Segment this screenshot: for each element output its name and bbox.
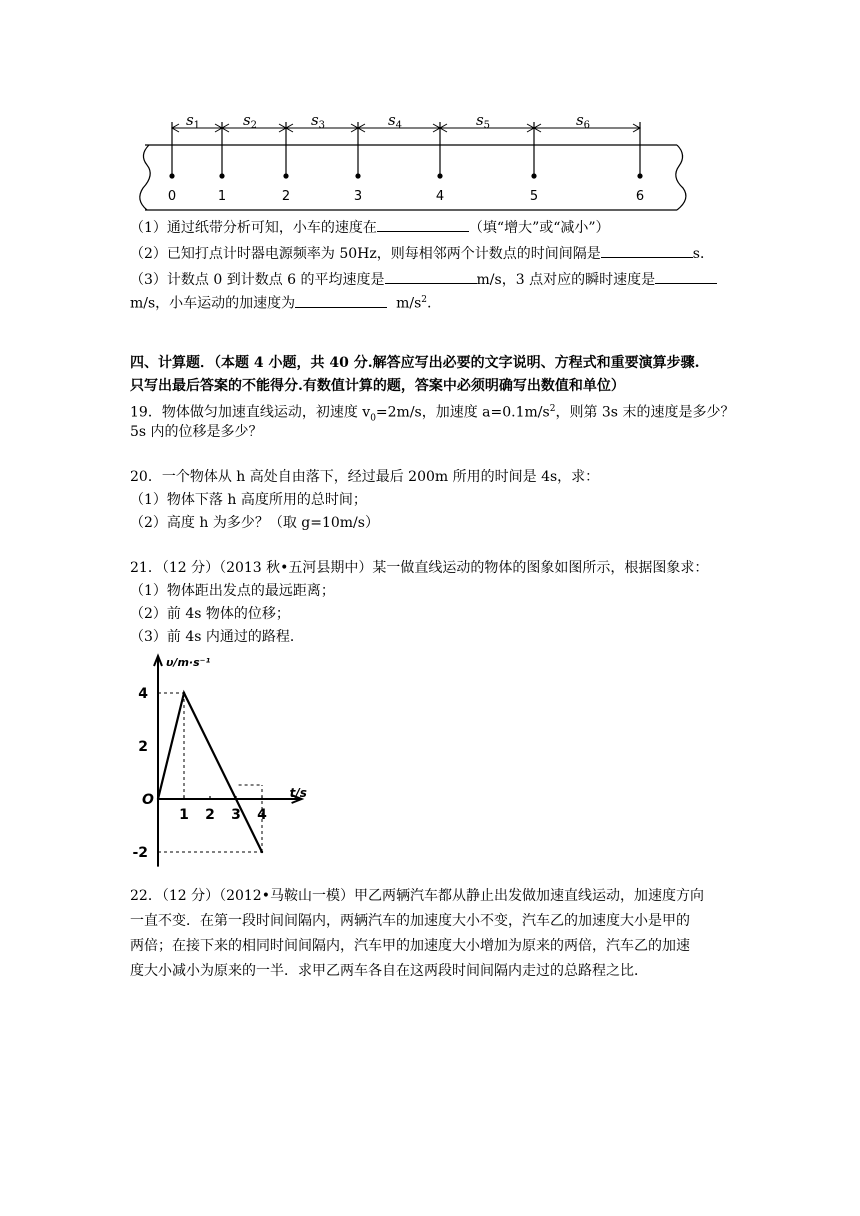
- q18-part2: （2）已知打点计时器电源频率为 50Hz，则每相邻两个计数点的时间间隔是 s．: [130, 242, 714, 263]
- q20-part2: （2）高度 h 为多少？（取 g=10m/s）: [130, 515, 379, 531]
- ticker-tape-figure: [125, 100, 695, 220]
- data-point: [157, 798, 159, 800]
- q22-text-l2: 一直不变．在第一段时间间隔内，两辆汽车的加速度大小不变，汽车乙的加速度大小是甲的: [130, 913, 690, 929]
- origin-label: O: [142, 792, 154, 808]
- count-point-dot: [219, 173, 224, 178]
- answer-blank[interactable]: [601, 242, 693, 258]
- answer-blank[interactable]: [385, 268, 477, 284]
- velocity-series-line: [158, 693, 262, 852]
- y-tick-label: -2: [132, 845, 148, 861]
- count-point-dot: [355, 173, 360, 178]
- q18-part3: （3）计数点 0 到计数点 6 的平均速度是 m/s，3 点对应的瞬时速度是: [130, 268, 717, 289]
- count-point-dot: [531, 173, 536, 178]
- q20-text: 20．一个物体从 h 高处自由落下，经过最后 200m 所用的时间是 4s，求：: [130, 469, 600, 485]
- section4-heading-cont: 只写出最后答案的不能得分.有数值计算的题，答案中必须明确写出数值和单位）: [130, 378, 625, 394]
- q22-text: 22．（12 分）（2012•马鞍山一模）甲乙两辆汽车都从静止出发做加速直线运动，加速度方向: [130, 888, 704, 904]
- x-tick-label: 3: [231, 807, 241, 823]
- count-point-label: 4: [435, 189, 445, 204]
- data-point: [235, 798, 237, 800]
- section4-heading: 四、计算题．（本题 4 小题，共 40 分.解答应写出必要的文字说明、方程式和重要演算步骤.: [130, 355, 700, 371]
- count-point-dot: [437, 173, 442, 178]
- segment-label: $s_5$: [475, 111, 491, 131]
- x-tick-label: 2: [205, 807, 215, 823]
- y-axis-label: υ/m·s⁻¹: [166, 656, 211, 669]
- count-point-label: 2: [281, 189, 291, 204]
- count-point-label: 6: [635, 189, 645, 204]
- q20-part1: （1）物体下落 h 高度所用的总时间；: [130, 492, 367, 508]
- data-point: [183, 692, 185, 694]
- segment-label: $s_6$: [575, 111, 591, 131]
- count-point-dot: [169, 173, 174, 178]
- x-tick-label: 1: [179, 807, 189, 823]
- answer-blank[interactable]: [377, 216, 469, 232]
- answer-blank[interactable]: [655, 268, 717, 284]
- q21-part1: （1）物体距出发点的最远距离；: [130, 583, 335, 599]
- q18-part1: （1）通过纸带分析可知，小车的速度在 （填“增大”或“减小”）: [130, 216, 610, 237]
- q21-part2: （2）前 4s 物体的位移；: [130, 606, 290, 622]
- y-tick-label: 4: [138, 686, 148, 702]
- y-tick-label: 2: [138, 739, 148, 755]
- segment-label: $s_3$: [310, 111, 326, 131]
- count-point-dot: [637, 173, 642, 178]
- tape-left-tear: [140, 145, 150, 210]
- segment-label: $s_4$: [387, 111, 403, 131]
- segment-label: $s_2$: [242, 111, 258, 131]
- count-point-label: 3: [353, 189, 363, 204]
- velocity-time-graph: [128, 652, 348, 867]
- x-axis-label: t/s: [289, 786, 307, 800]
- segment-label: $s_1$: [185, 111, 201, 131]
- x-tick-label: 4: [257, 807, 267, 823]
- count-point-dot: [283, 173, 288, 178]
- q21-text: 21．（12 分）（2013 秋•五河县期中）某一做直线运动的物体的图象如图所示，根据图象求：: [130, 560, 709, 576]
- count-point-label: 1: [217, 189, 227, 204]
- q21-part3: （3）前 4s 内通过的路程．: [130, 629, 304, 645]
- q18-part3-cont: m/s，小车运动的加速度为 $m/s^2$.: [130, 291, 431, 313]
- q19-text: 19．物体做匀加速直线运动，初速度 $v_0=2m/s$，加速度 $a=0.1m/s^2$，则第 3s 末的速度是多少？: [130, 404, 735, 424]
- tape-right-tear: [676, 145, 686, 210]
- answer-blank[interactable]: [295, 292, 387, 308]
- q19-text-cont: 5s 内的位移是多少？: [130, 424, 263, 440]
- count-point-label: 5: [529, 189, 539, 204]
- count-point-label: 0: [167, 189, 177, 204]
- q22-text-l4: 度大小减小为原来的一半．求甲乙两车各自在这两段时间间隔内走过的总路程之比．: [130, 963, 648, 979]
- data-point: [261, 851, 263, 853]
- q22-text-l3: 两倍；在接下来的相同时间间隔内，汽车甲的加速度大小增加为原来的两倍，汽车乙的加速: [130, 938, 690, 954]
